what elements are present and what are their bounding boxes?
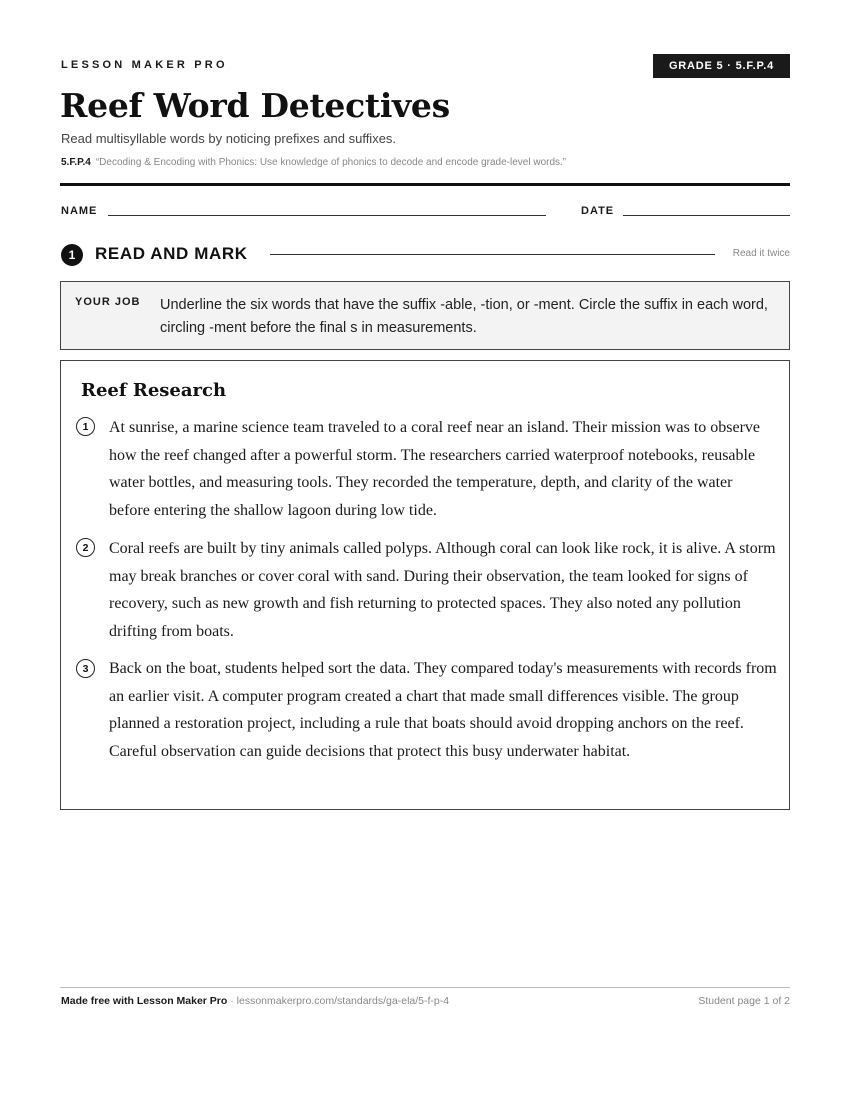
standard-line [61, 157, 566, 168]
paragraph-number-3: 3 [76, 659, 95, 678]
instructions-text: Underline the six words that have the suffix -able, -tion, or -ment. Circle the suffix in each word, circling -ment before the final s in measurements. [160, 297, 768, 336]
section-number-badge: 1 [61, 244, 83, 266]
instructions-label: YOUR JOB [75, 296, 141, 308]
date-label: DATE [581, 205, 615, 217]
standard-description: “Decoding & Encoding with Phonics: Use knowledge of phonics to decode and encode grade-level words.” [95, 157, 567, 168]
footer-page-number: Student page 1 of 2 [698, 995, 790, 1007]
standard-code: 5.F.P.4 [61, 157, 91, 168]
footer-maker: Made free with Lesson Maker Pro [61, 995, 228, 1007]
page-subtitle: Read multisyllable words by noticing prefixes and suffixes. [61, 131, 397, 146]
passage-title: Reef Research [81, 380, 227, 401]
name-field[interactable] [108, 215, 546, 216]
paragraph-number-1: 1 [76, 417, 95, 436]
section-title: READ AND MARK [95, 244, 248, 263]
header-divider [60, 183, 790, 186]
footer-url[interactable]: lessonmakerpro.com/standards/ga-ela/5-f-p-4 [236, 995, 450, 1007]
footer-divider [60, 987, 790, 988]
page-title: Reef Word Detectives [60, 86, 450, 125]
brand-name: LESSON MAKER PRO [61, 59, 228, 71]
footer-credit [61, 995, 449, 1007]
paragraph-1[interactable]: At sunrise, a marine science team traveled to a coral reef near an island. Their mission was to observe how the reef changed after a powerful storm. The researchers carried waterproof notebooks, reusable water bottles, and measuring tools. They recorded the temperature, depth, and clarity of the water before entering the shallow lagoon during low tide. [109, 419, 761, 519]
instructions-box [60, 281, 790, 350]
paragraph-3[interactable]: Back on the boat, students helped sort the data. They compared today's measurements with records from an earlier visit. A computer program created a chart that made small differences visible. The group planned a restoration project, including a rule that boats should avoid dropping anchors on the reef. Careful observation can guide decisions that protect this busy underwater habitat. [109, 660, 777, 760]
section-note: Read it twice [732, 248, 790, 259]
date-field[interactable] [623, 215, 790, 216]
passage-box [60, 360, 790, 810]
name-label: NAME [61, 205, 98, 217]
paragraph-2[interactable]: Coral reefs are built by tiny animals called polyps. Although coral can look like rock, it is alive. A storm may break branches or cover coral with sand. During their observation, the team looked for signs of recovery, such as new growth and fish returning to protected spaces. They also noted any pollution drifting from boats. [109, 540, 776, 640]
section-divider [270, 254, 715, 255]
paragraph-number-2: 2 [76, 538, 95, 557]
footer-separator: · [227, 995, 237, 1007]
grade-badge: GRADE 5 · 5.F.P.4 [653, 54, 790, 78]
